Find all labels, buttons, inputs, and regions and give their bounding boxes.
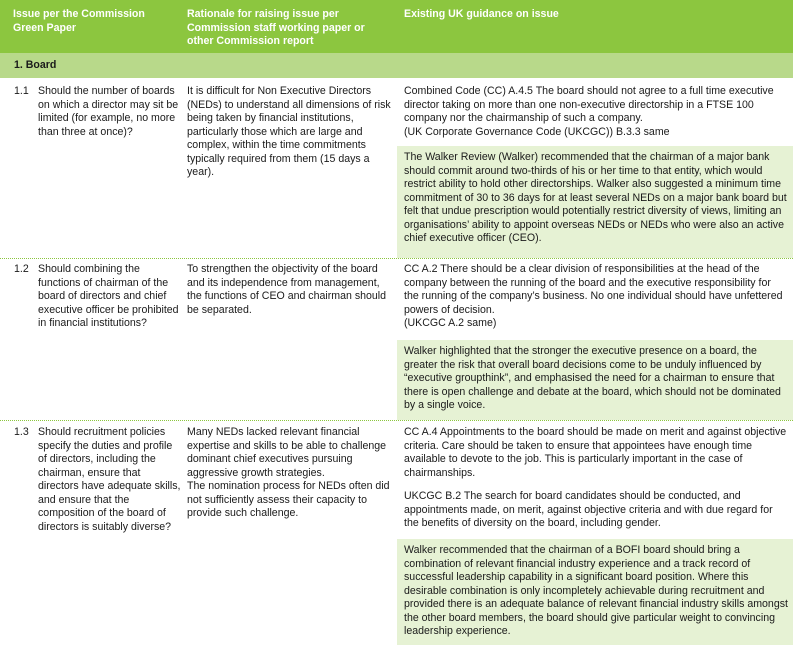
section-heading bbox=[0, 53, 793, 78]
item-guidance-walker: Walker highlighted that the stronger the executive presence on a board, the greater the risk that overall board decisions come to be unduly influenced by “executive groupthink”, and emphasised the need for a chairman to ensure that there is open challenge and debate at the board, which should not be dominated by a single voice. bbox=[404, 345, 781, 411]
item-guidance-ukcgc: UKCGC B.2 The search for board candidates should be conducted, and appointments made, on merit, against objective criteria and with due regard for the benefits of diversity on the board, including gender. bbox=[404, 490, 773, 529]
header-col-rationale: Rationale for raising issue per Commission staff working paper or other Commission report bbox=[187, 8, 365, 47]
row-divider bbox=[0, 420, 793, 421]
item-issue: Should recruitment policies specify the duties and profile of directors, including the chairman, ensure that directors have adequate skills, and ensure that the composition of the board of directors is suitably diverse? bbox=[38, 426, 181, 533]
item-number: 1.3 bbox=[14, 426, 29, 438]
table-header bbox=[0, 0, 793, 53]
row-divider bbox=[0, 258, 793, 259]
section-label: 1. Board bbox=[14, 59, 57, 71]
item-issue: Should combining the functions of chairman of the board of directors and chief executive officer be prohibited in financial institutions? bbox=[38, 263, 179, 329]
header-col-guidance: Existing UK guidance on issue bbox=[404, 8, 559, 20]
item-number: 1.1 bbox=[14, 85, 29, 97]
item-number: 1.2 bbox=[14, 263, 29, 275]
item-guidance-walker: The Walker Review (Walker) recommended that the chairman of a major bank should commit around two-thirds of his or her time to that entity, which would restrict ability to hold other directorships. Walker also suggested a minimum time commitment of 30 to 36 days for at least several NEDs on a major bank board but felt that undue prescription would potentially restrict diversity of views, limiting an organisations’ ability to appoint overseas NEDs or NEDs who were also an active chief executive officer (CEO). bbox=[404, 151, 787, 244]
item-issue: Should the number of boards on which a director may sit be limited (for example, no more than three at once)? bbox=[38, 85, 179, 138]
item-rationale: To strengthen the objectivity of the board and its independence from management, the functions of CEO and chairman should be separated. bbox=[187, 263, 387, 316]
item-guidance: Combined Code (CC) A.4.5 The board should not agree to a full time executive director taking on more than one non-executive directorship in a FTSE 100 company nor the chairmanship of such a company. (UK Corporate Governance Code (UKCGC)) B.3.3 same bbox=[404, 85, 774, 138]
item-guidance: CC A.4 Appointments to the board should be made on merit and against objective criteria. Care should be taken to ensure that appointees have enough time available to devote to the job. This is particularly important in the case of chairmanships. bbox=[404, 426, 787, 479]
item-rationale: It is difficult for Non Executive Directors (NEDs) to understand all dimensions of risk being taken by financial institutions, particularly those which are large and complex, within the time commitments typically required from them (15 days a year). bbox=[187, 85, 391, 178]
item-guidance: CC A.2 There should be a clear division of responsibilities at the head of the company between the running of the board and the executive responsibility for the running of the company’s business. No one individual should have unfettered powers of decision. (UKCGC A.2 same) bbox=[404, 263, 783, 329]
item-guidance-walker: Walker recommended that the chairman of a BOFI board should bring a combination of relevant financial industry experience and a track record of successful leadership capability in a significant board position. Where this desirable combination is only incompletely achievable during recruitment and provided there is an adequate balance of relevant financial industry skills amongst the other board members, the board should give particular weight to convincing leadership experience. bbox=[404, 544, 788, 637]
item-rationale: Many NEDs lacked relevant financial expertise and skills to be able to challenge dominant chief executives pursuing aggressive growth strategies. The nomination process for NEDs often did not sufficiently assess their capacity to provide such challenge. bbox=[187, 426, 390, 519]
header-col-issue: Issue per the Commission Green Paper bbox=[13, 8, 145, 34]
